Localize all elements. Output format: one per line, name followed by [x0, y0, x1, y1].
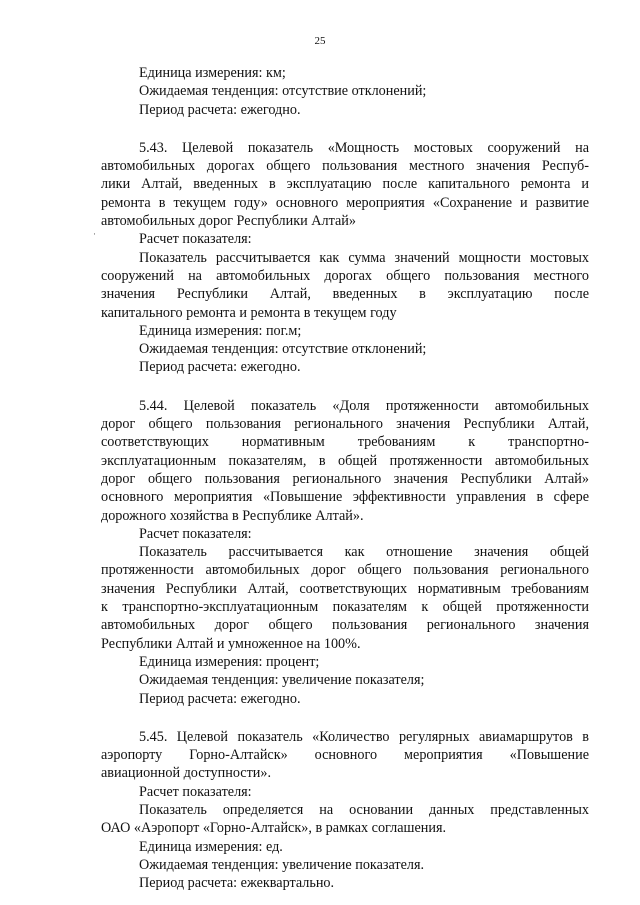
text-line: значения Республики Алтай, соответствующих нормативным требованиям [101, 580, 589, 597]
text-line: аэропорту Горно-Алтайск» основного мероприятия «Повышение [101, 747, 589, 764]
text-line: Расчет показателя: [139, 231, 252, 248]
text-line: авиационной доступности». [101, 765, 272, 782]
text-line: Ожидаемая тенденция: увеличение показателя. [139, 856, 425, 873]
text-line: Показатель рассчитывается как сумма значений мощности мостовых [139, 249, 589, 266]
text-line: автомобильных дорогах общего пользования местного значения Респуб- [101, 158, 589, 175]
text-line: 5.43. Целевой показатель «Мощность мостовых сооружений на [139, 139, 589, 156]
text-line: Период расчета: ежегодно. [139, 359, 301, 376]
text-line: Показатель рассчитывается как отношение значения общей [139, 544, 589, 561]
text-line: Республики Алтай и умноженное на 100%. [101, 635, 361, 652]
text-line: Ожидаемая тенденция: отсутствие отклонений; [139, 341, 427, 358]
text-line: Период расчета: ежегодно. [139, 101, 301, 118]
text-line: Расчет показателя: [139, 783, 252, 800]
text-line: эксплуатационным показателям, в общей протяженности автомобильных [101, 452, 589, 469]
text-line: соответствующих нормативным требованиям к транспортно- [101, 434, 589, 451]
text-line: сооружений на автомобильных дорогах общего пользования местного [101, 267, 589, 284]
text-line: автомобильных дорог Республики Алтай» [101, 213, 356, 230]
text-line: основного мероприятия «Повышение эффективности управления в сфере [101, 489, 589, 506]
text-line: к транспортно-эксплуатационным показателям к общей протяженности [101, 599, 589, 616]
text-line: дорожного хозяйства в Республике Алтай». [101, 507, 364, 524]
scan-mark: · [93, 229, 96, 239]
text-line: Показатель определяется на основании данных представленных [139, 801, 589, 818]
text-line: Единица измерения: пог.м; [139, 322, 302, 339]
text-line: Единица измерения: процент; [139, 653, 320, 670]
text-line: 5.44. Целевой показатель «Доля протяженности автомобильных [139, 397, 589, 414]
text-line: дорог общего пользования регионального значения Республики Алтай, [101, 416, 589, 433]
text-line: Период расчета: ежегодно. [139, 690, 301, 707]
text-line: лики Алтай, введенных в эксплуатацию после капитального ремонта и [101, 176, 589, 193]
text-line: ОАО «Аэропорт «Горно-Алтайск», в рамках соглашения. [101, 820, 447, 837]
page-number: 25 [314, 35, 326, 47]
text-line: Ожидаемая тенденция: увеличение показателя; [139, 672, 425, 689]
document-body [101, 64, 589, 892]
text-line: автомобильных дорог общего пользования регионального значения [101, 617, 589, 634]
text-line: 5.45. Целевой показатель «Количество регулярных авиамаршрутов в [139, 728, 589, 745]
paragraph-gap [101, 708, 589, 728]
text-line: ремонта в текущем году» основного мероприятия «Сохранение и развитие [101, 194, 589, 211]
text-line: Расчет показателя: [139, 525, 252, 542]
paragraph-gap [101, 377, 589, 397]
text-line: протяженности автомобильных дорог общего пользования регионального [101, 562, 589, 579]
text-line: капитального ремонта и ремонта в текущем году [101, 304, 397, 321]
text-line: Единица измерения: ед. [139, 838, 283, 855]
text-line: Период расчета: ежеквартально. [139, 875, 335, 892]
text-line: Единица измерения: км; [139, 65, 286, 81]
paragraph-gap [101, 119, 589, 139]
text-line: значения Республики Алтай, введенных в эксплуатацию после [101, 286, 589, 303]
text-line: дорог общего пользования регионального значения Республики Алтай» [101, 470, 589, 487]
text-line: Ожидаемая тенденция: отсутствие отклонений; [139, 83, 427, 100]
